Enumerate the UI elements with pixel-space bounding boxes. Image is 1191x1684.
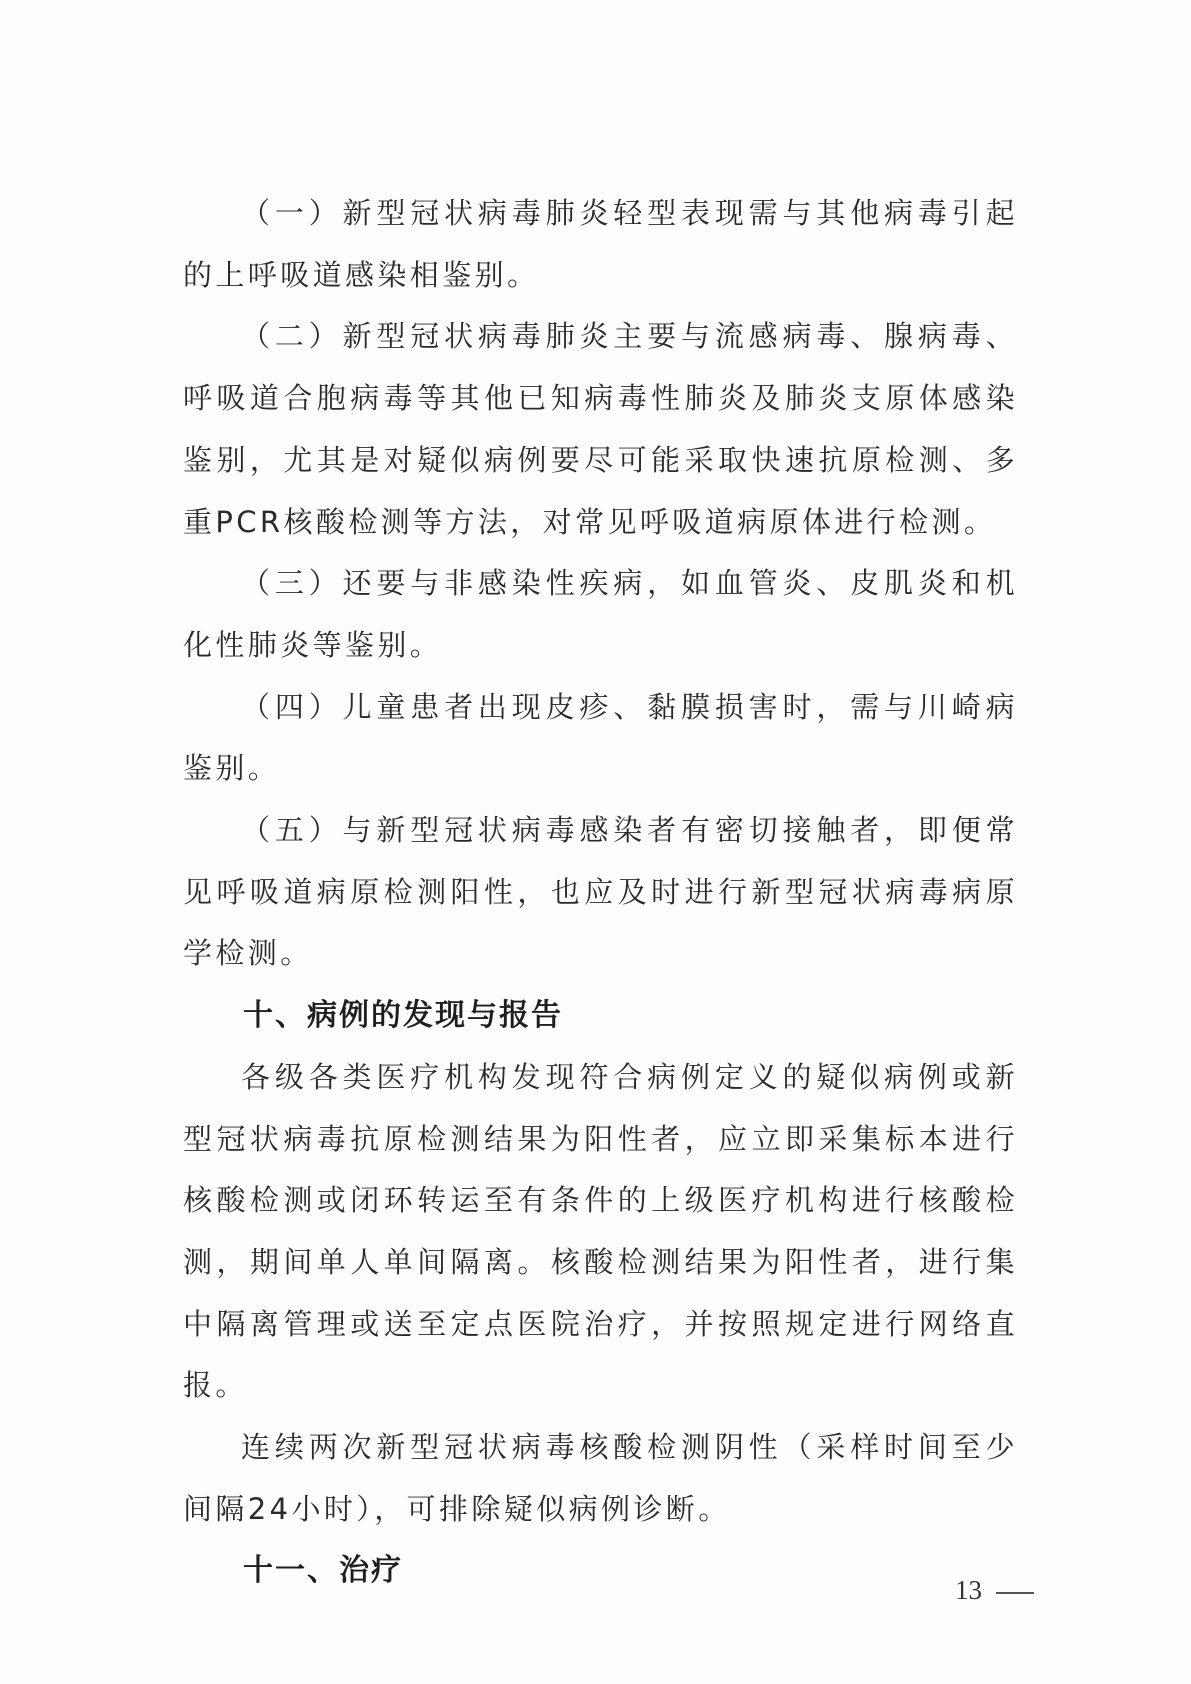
footer-dash	[996, 1592, 1034, 1594]
paragraph-differential-4: （四）儿童患者出现皮疹、黏膜损害时，需与川崎病鉴别。	[183, 689, 1018, 786]
paragraph-differential-3: （三）还要与非感染性疾病，如血管炎、皮肌炎和机化性肺炎等鉴别。	[183, 566, 1018, 662]
paragraph-differential-1: （一）新型冠状病毒肺炎轻型表现需与其他病毒引起的上呼吸道感染相鉴别。	[183, 196, 1018, 292]
page-footer	[955, 1575, 1034, 1606]
section-heading-treatment: 十一、治疗	[243, 1553, 403, 1589]
paragraph-differential-5: （五）与新型冠状病毒感染者有密切接触者，即便常见呼吸道病原检测阳性，也应及时进行新型冠状病毒病原学检测。	[183, 813, 1018, 971]
paragraph-case-reporting-1: 各级各类医疗机构发现符合病例定义的疑似病例或新型冠状病毒抗原检测结果为阳性者，应立即采集标本进行核酸检测或闭环转运至有条件的上级医疗机构进行核酸检测，期间单人单间隔离。核酸检测结果为阳性者，进行集中隔离管理或送至定点医院治疗，并按照规定进行网络直报。	[183, 1059, 1018, 1403]
document-body	[183, 183, 1018, 1602]
page-number: 13	[955, 1575, 982, 1605]
paragraph-case-reporting-2: 连续两次新型冠状病毒核酸检测阴性（采样时间至少间隔24小时），可排除疑似病例诊断。	[183, 1430, 1018, 1526]
paragraph-differential-2: （二）新型冠状病毒肺炎主要与流感病毒、腺病毒、呼吸道合胞病毒等其他已知病毒性肺炎及肺炎支原体感染鉴别，尤其是对疑似病例要尽可能采取快速抗原检测、多重PCR核酸检测等方法，对常见呼吸道病原体进行检测。	[183, 319, 1018, 539]
section-heading-case-reporting: 十、病例的发现与报告	[243, 998, 563, 1034]
